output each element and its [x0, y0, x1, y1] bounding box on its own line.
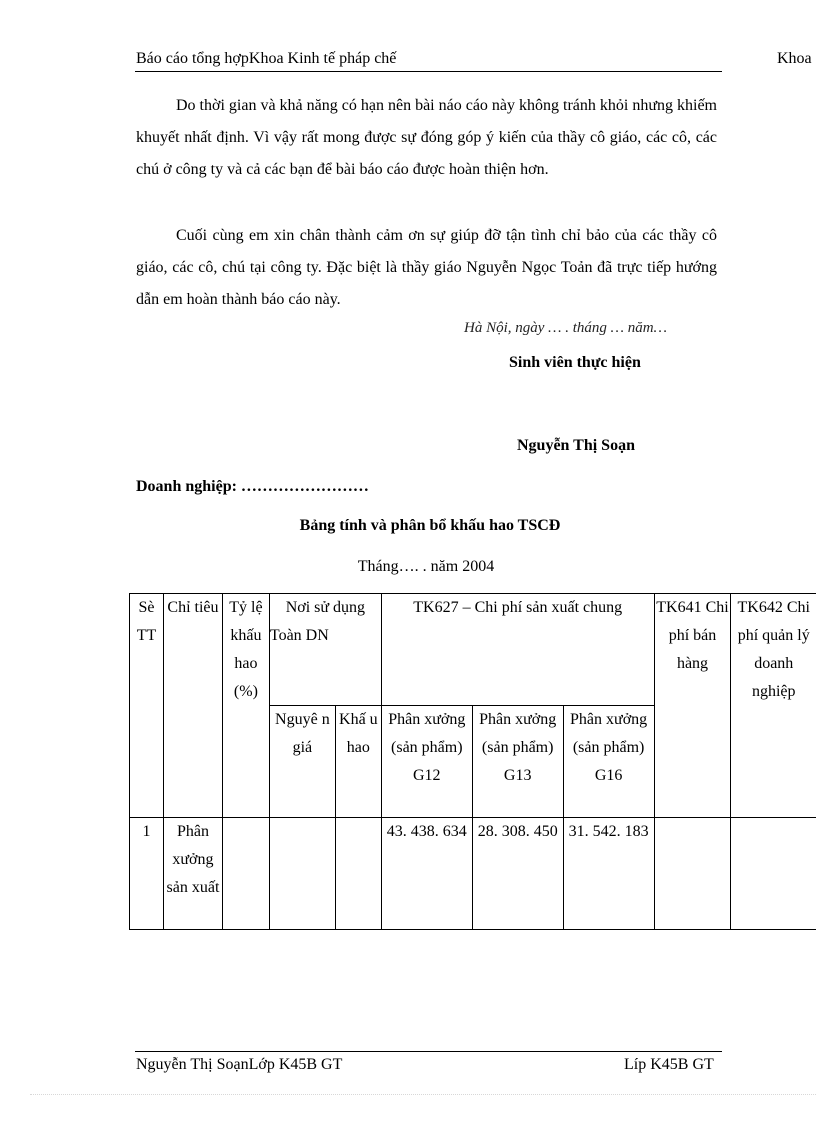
header-khau-hao: Khấ u hao [335, 706, 381, 818]
cell-tk641 [654, 818, 731, 930]
cell-khau-hao [335, 818, 381, 930]
header-left: Báo cáo tổng hợpKhoa Kinh tế pháp chế [136, 50, 397, 67]
paragraph-1: Do thời gian và khả năng có hạn nên bài náo cáo này không tránh khỏi nhưng khiếm khuyết nhất định. Vì vậy rất mong được sự đóng góp ý kiến của thầy cô giáo, các cô, các chú ở công ty và cả các bạn để bài báo cáo được hoàn thiện hơn. [136, 97, 717, 178]
header-stt: Sè TT [130, 594, 164, 818]
company-line: Doanh nghiệp: …………………… [136, 478, 369, 495]
header-tk627: TK627 – Chi phí sản xuất chung [381, 594, 654, 706]
header-tk641: TK641 Chi phí bán hàng [654, 594, 731, 818]
header-ty-le: Tỷ lệ khấu hao (%) [222, 594, 269, 818]
header-tk642: TK642 Chi phí quản lý doanh nghiệp [731, 594, 816, 818]
header-nguyen-gia: Nguyê n giá [269, 706, 335, 818]
table-title: Bảng tính và phân bổ khấu hao TSCĐ [299, 517, 561, 534]
place-date: Hà Nội, ngày … . tháng … năm… [464, 320, 667, 336]
cell-tk642 [731, 818, 816, 930]
paragraph-2: Cuối cùng em xin chân thành cảm ơn sự giúp đỡ tận tình chỉ bảo của các thầy cô giáo, các cô, chú tại công ty. Đặc biệt là thầy giáo Nguyễn Ngọc Toản đã trực tiếp hướng dẫn em hoàn thành báo cáo này. [136, 227, 717, 308]
header-px-g12: Phân xưởng (sản phẩm) G12 [381, 706, 472, 818]
page-edge-dots [30, 1094, 816, 1095]
signer-title: Sinh viên thực hiện [509, 354, 641, 371]
signer-name: Nguyễn Thị Soạn [517, 437, 635, 454]
depreciation-table [129, 593, 816, 930]
toan-dn-label: Toàn DN [269, 627, 329, 644]
footer-rule [135, 1051, 722, 1052]
cell-ty-le [222, 818, 269, 930]
table-row [130, 818, 816, 930]
cell-stt: 1 [130, 818, 164, 930]
cell-g13: 28. 308. 450 [472, 818, 563, 930]
header-right: Khoa [777, 50, 812, 67]
header-px-g13: Phân xưởng (sản phẩm) G13 [472, 706, 563, 818]
cell-g12: 43. 438. 634 [381, 818, 472, 930]
header-rule [135, 71, 722, 72]
cell-nguyen-gia [269, 818, 335, 930]
noi-su-dung-label: Nơi sử dụng [285, 599, 366, 616]
footer-right: Líp K45B GT [624, 1056, 714, 1073]
cell-chi-tieu: Phân xưởng sản xuất [163, 818, 222, 930]
header-noi-su-dung [269, 594, 381, 706]
cell-g16: 31. 542. 183 [563, 818, 654, 930]
footer-left: Nguyễn Thị SoạnLớp K45B GT [136, 1056, 343, 1073]
header-px-g16: Phân xưởng (sản phẩm) G16 [563, 706, 654, 818]
header-chi-tieu: Chỉ tiêu [163, 594, 222, 818]
table-month: Tháng…. . năm 2004 [357, 558, 495, 575]
